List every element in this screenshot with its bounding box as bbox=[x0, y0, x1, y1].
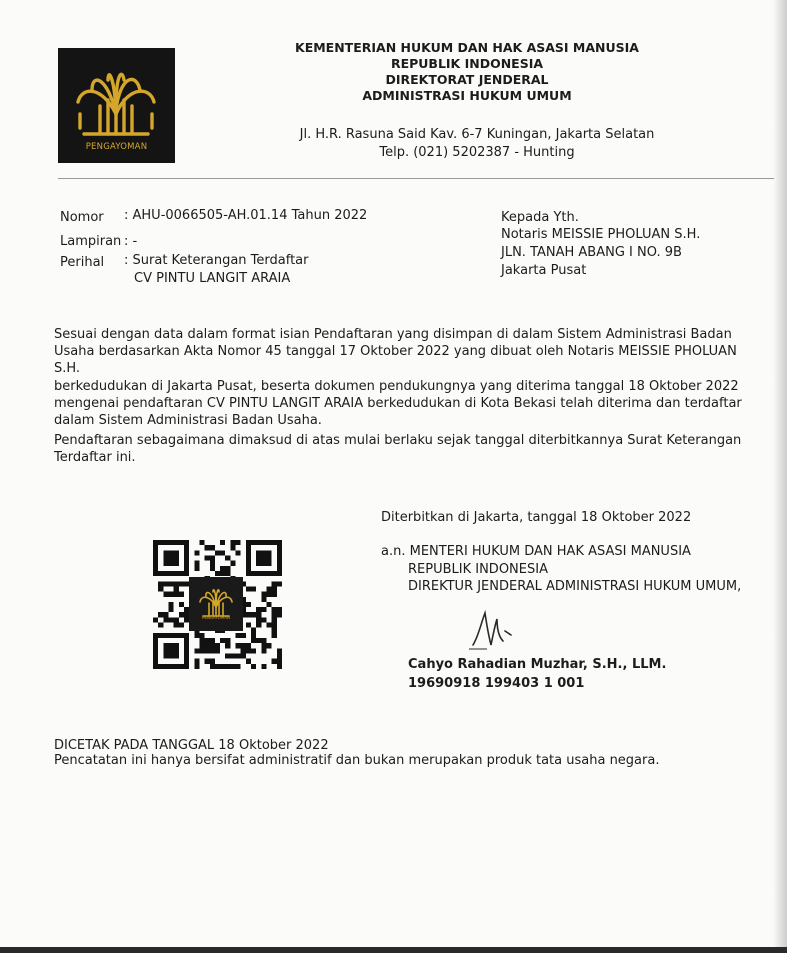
country-name: REPUBLIK INDONESIA bbox=[390, 56, 544, 71]
recipient-name: Notaris MEISSIE PHOLUAN S.H. bbox=[501, 227, 701, 242]
signatory-nip: 19690918 199403 1 001 bbox=[408, 676, 585, 691]
pengayoman-logo bbox=[58, 48, 175, 163]
lampiran-label: Lampiran bbox=[60, 234, 122, 249]
perihal-company: CV PINTU LANGIT ARAIA bbox=[134, 271, 291, 286]
qr-logo-label: PENGAYOMAN bbox=[201, 615, 230, 620]
signatory-title: DIREKTUR JENDERAL ADMINISTRASI HUKUM UMUM, bbox=[408, 579, 742, 594]
qr-center-logo bbox=[189, 577, 243, 631]
directorate-name: ADMINISTRASI HUKUM UMUM bbox=[362, 88, 572, 103]
office-address: Jl. H.R. Rasuna Said Kav. 6-7 Kuningan, Jakarta Selatan bbox=[299, 127, 655, 142]
signatory-name: Cahyo Rahadian Muzhar, S.H., LLM. bbox=[408, 657, 667, 672]
scan-edge-shadow bbox=[773, 0, 787, 953]
recipient-salutation: Kepada Yth. bbox=[501, 210, 579, 225]
body-paragraph-2: Pendaftaran sebagaimana dimaksud di atas mulai berlaku sejak tanggal diterbitkannya Surat Keterangan Terdaftar ini. bbox=[54, 433, 742, 466]
lampiran-value: : - bbox=[124, 234, 138, 249]
recipient-address: JLN. TANAH ABANG I NO. 9B bbox=[501, 245, 682, 260]
banyan-tree-icon bbox=[189, 577, 243, 631]
ministry-name: KEMENTERIAN HUKUM DAN HAK ASASI MANUSIA bbox=[295, 40, 639, 55]
on-behalf-of: a.n. MENTERI HUKUM DAN HAK ASASI MANUSIA bbox=[381, 544, 691, 559]
handwritten-signature bbox=[465, 605, 525, 653]
logo-label: PENGAYOMAN bbox=[85, 142, 148, 152]
issued-place-date: Diterbitkan di Jakarta, tanggal 18 Oktober 2022 bbox=[381, 510, 692, 525]
directorate-general: DIREKTORAT JENDERAL bbox=[385, 72, 549, 87]
perihal-label: Perihal bbox=[60, 255, 105, 270]
perihal-value: : Surat Keterangan Terdaftar bbox=[124, 253, 309, 268]
body-paragraph-1: Sesuai dengan data dalam format isian Pendaftaran yang disimpan di dalam Sistem Administrasi Badan Usaha berdasarkan Akta Nomor 45 tanggal 17 Oktober 2022 yang dibuat oleh Notaris MEISSIE PHOLUAN S.H. berkedudukan di Jakarta Pusat, beserta dokumen pendukungnya yang diterima tanggal 18 Oktober 2022 mengenai pendaftaran CV PINTU LANGIT ARAIA berkedudukan di Kota Bekasi telah diterima dan terdaftar dalam Sistem Administrasi Badan Usaha. bbox=[54, 327, 742, 429]
office-phone: Telp. (021) 5202387 - Hunting bbox=[379, 145, 575, 160]
nomor-value: : AHU-0066505-AH.01.14 Tahun 2022 bbox=[124, 208, 368, 223]
recipient-city: Jakarta Pusat bbox=[501, 263, 587, 278]
printed-date: DICETAK PADA TANGGAL 18 Oktober 2022 bbox=[54, 738, 329, 753]
header-divider bbox=[58, 178, 774, 179]
administrative-note: Pencatatan ini hanya bersifat administratif dan bukan merupakan produk tata usaha negara. bbox=[54, 753, 660, 768]
scan-bottom-edge bbox=[0, 947, 787, 953]
nomor-label: Nomor bbox=[60, 210, 104, 225]
signatory-country: REPUBLIK INDONESIA bbox=[408, 562, 548, 577]
